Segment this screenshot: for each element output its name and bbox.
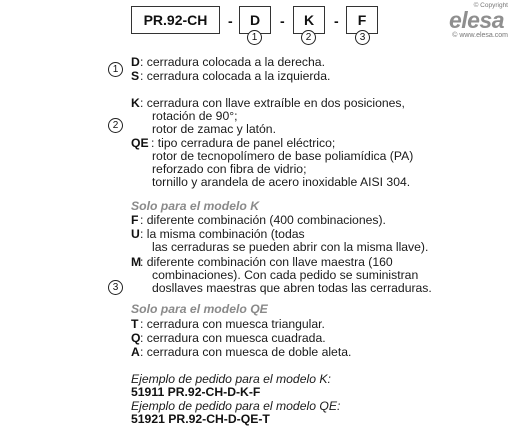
key-u: U — [131, 227, 140, 241]
example-k-code: 51911 PR.92-CH-D-K-F — [131, 385, 261, 399]
text-m-3: dosllaves maestras que abren todas las cerraduras. — [152, 281, 432, 295]
code-box-text: PR.92-CH — [143, 12, 208, 28]
box-circle-3: 3 — [355, 30, 370, 45]
text-qe-4: tornillo y arandela de acero inoxidable AISI 304. — [152, 175, 411, 189]
section3-circle: 3 — [108, 280, 123, 295]
logo-text: elesa — [448, 7, 504, 33]
text-k-2: rotación de 90°; — [152, 109, 238, 123]
box-circle-1: 1 — [247, 30, 262, 45]
text-s: : cerradura colocada a la izquierda. — [140, 69, 331, 83]
example-qe-code: 51921 PR.92-CH-D-QE-T — [131, 412, 270, 426]
text-u-1: : la misma combinación (todas — [140, 227, 305, 241]
text-m-1: : diferente combinación con llave maestra (160 — [140, 255, 393, 269]
text-a-1: : cerradura con muesca de doble aleta. — [140, 345, 352, 359]
option-box-1-text: D — [249, 12, 261, 28]
text-q-1: : cerradura con muesca cuadrada. — [140, 331, 326, 345]
dash-3: - — [334, 13, 339, 29]
option-box-2-text: K — [303, 12, 315, 28]
subtitle-model-qe: Solo para el modelo QE — [131, 302, 268, 316]
text-m-2: combinaciones). Con cada pedido se suministran — [152, 268, 419, 282]
key-d: D — [131, 55, 140, 69]
text-k-3: rotor de zamac y latón. — [152, 122, 276, 136]
text-qe-2: rotor de tecnopolímero de base poliamídica (PA) — [152, 149, 414, 163]
text-u-2: las cerraduras se pueden abrir con la misma llave). — [152, 240, 429, 254]
dash-1: - — [228, 13, 233, 29]
code-box — [131, 6, 220, 34]
section1-circle: 1 — [108, 62, 123, 77]
key-m: M — [131, 255, 142, 269]
example-qe-label: Ejemplo de pedido para el modelo QE: — [131, 399, 341, 413]
subtitle-model-k: Solo para el modelo K — [131, 199, 259, 213]
logo-url: © www.elesa.com — [452, 32, 508, 39]
copyright-text: © Copyright — [473, 2, 508, 9]
text-qe-1: : tipo cerradura de panel eléctrico; — [151, 136, 336, 150]
text-k-1: : cerradura con llave extraíble en dos posiciones, — [140, 96, 405, 110]
box-circle-2: 2 — [301, 30, 316, 45]
key-f: F — [131, 213, 139, 227]
key-s: S — [131, 69, 140, 83]
example-k-label: Ejemplo de pedido para el modelo K: — [131, 372, 331, 386]
section2-circle: 2 — [108, 118, 123, 133]
key-q: Q — [131, 331, 141, 345]
text-qe-3: reforzado con fibra de vidrio; — [152, 162, 307, 176]
text-t-1: : cerradura con muesca triangular. — [140, 317, 325, 331]
key-t: T — [131, 317, 139, 331]
text-f-1: : diferente combinación (400 combinaciones). — [140, 213, 386, 227]
brand-logo — [432, 2, 508, 39]
key-qe: QE — [131, 136, 149, 150]
key-k: K — [131, 96, 140, 110]
key-a: A — [131, 345, 140, 359]
dash-2: - — [280, 13, 285, 29]
text-d: : cerradura colocada a la derecha. — [140, 55, 325, 69]
option-box-3-text: F — [357, 12, 367, 28]
